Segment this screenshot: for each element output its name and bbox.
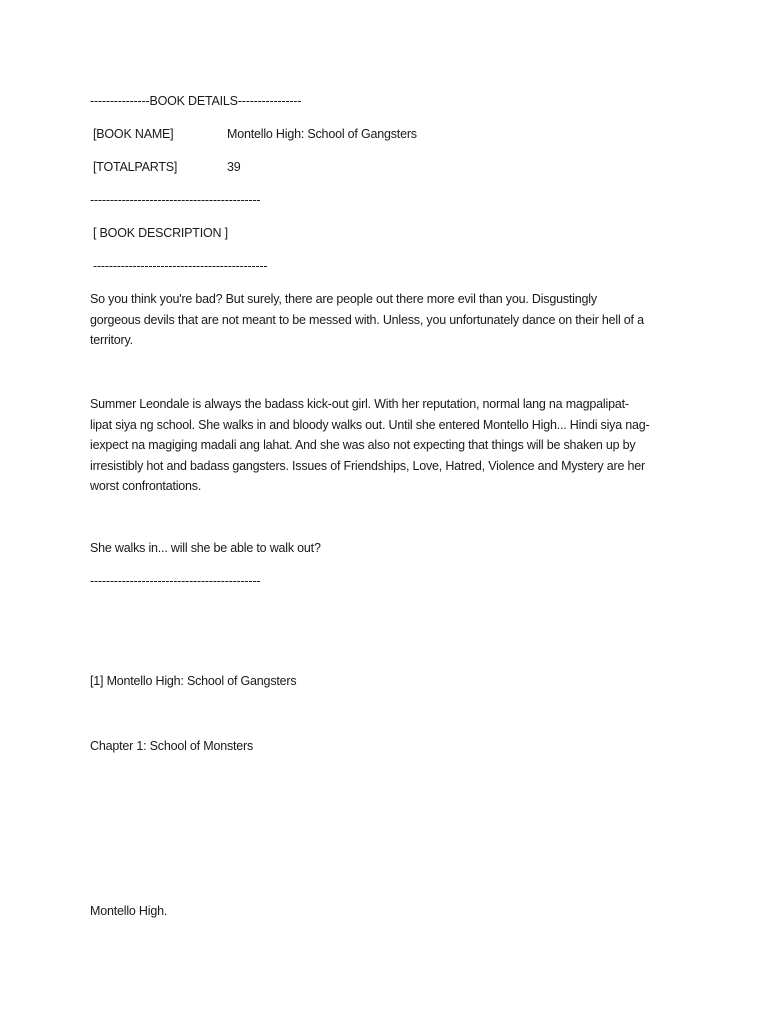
separator-rule: ------------------------------------------- xyxy=(90,193,261,207)
tagline: She walks in... will she be able to walk out? xyxy=(90,541,321,555)
description-paragraph-1 xyxy=(90,289,682,351)
paragraph-line: So you think you're bad? But surely, there are people out there more evil than you. Disgustingly xyxy=(90,292,597,306)
book-name-label: [BOOK NAME] xyxy=(93,127,174,141)
paragraph-line: Summer Leondale is always the badass kick-out girl. With her reputation, normal lang na magpalipat- xyxy=(90,397,629,411)
closing-line: Montello High. xyxy=(90,904,168,918)
separator-rule: ------------------------------------------- xyxy=(90,574,261,588)
paragraph-line: lipat siya ng school. She walks in and bloody walks out. Until she entered Montello High... Hindi siya nag- xyxy=(90,417,650,432)
total-parts-value: 39 xyxy=(227,160,241,174)
part-title: [1] Montello High: School of Gangsters xyxy=(90,674,297,688)
paragraph-line: iexpect na magiging madali ang lahat. And she was also not expecting that things will be shaken up by xyxy=(90,438,636,452)
book-details-header: ---------------BOOK DETAILS---------------- xyxy=(90,94,302,108)
description-paragraph-2 xyxy=(90,394,682,497)
book-description-heading: [ BOOK DESCRIPTION ] xyxy=(93,226,228,240)
paragraph-line: gorgeous devils that are not meant to be messed with. Unless, you unfortunately dance on their hell of a xyxy=(90,312,644,327)
chapter-title: Chapter 1: School of Monsters xyxy=(90,739,254,753)
paragraph-line: worst confrontations. xyxy=(90,479,202,493)
paragraph-line: territory. xyxy=(90,333,133,347)
paragraph-line: irresistibly hot and badass gangsters. Issues of Friendships, Love, Hatred, Violence and Mystery are her xyxy=(90,458,645,473)
separator-rule: -------------------------------------------- xyxy=(93,259,268,273)
total-parts-label: [TOTALPARTS] xyxy=(93,160,178,174)
book-name-value: Montello High: School of Gangsters xyxy=(227,127,417,141)
